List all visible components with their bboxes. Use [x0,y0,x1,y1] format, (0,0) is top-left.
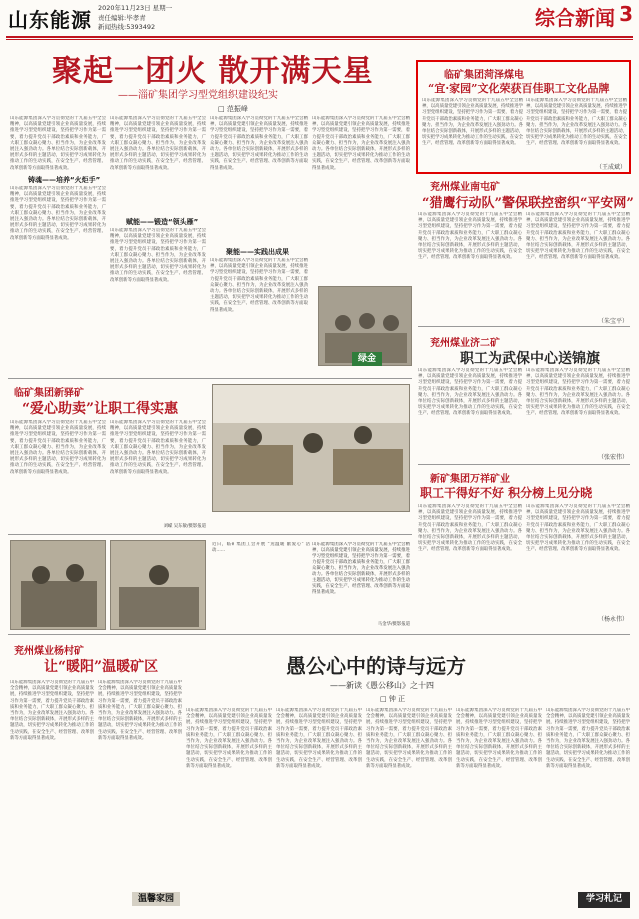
story-c-photo-illustration [213,385,410,512]
story-c-col1: 山东能源集团深入学习贯彻党的十九届五中全会精神，以高质量党建引领企业高质量发展，持续推进学习型党组织建设，坚持把学习作为第一需要，着力提升党员干部政治素质和业务能力，广大职工群众凝心聚力、担当作为，为企业改革发展注入强劲动力。各单位结合实际创新载体，开展形式多样的主题活动，切实把学习成果转化为推动工作的生动实践，在安全生产、经营管理、改革创新等方面取得显著成效。 [10,420,106,475]
masthead-meta [98,4,172,33]
lead-col2-b: 山东能源集团深入学习贯彻党的十九届五中全会精神，以高质量党建引领企业高质量发展，持续推进学习型党组织建设，坚持把学习作为第一需要，着力提升党员干部政治素质和业务能力，广大职工群众凝心聚力、担当作为，为企业改革发展注入强劲动力。各单位结合实际创新载体，开展形式多样的主题活动，切实把学习成果转化为推动工作的生动实践，在安全生产、经营管理、改革创新等方面取得显著成效。 [110,228,206,283]
photo-left [10,540,106,630]
essay-byline: □ 钟 正 [380,695,406,703]
lead-subhead: ——淄矿集团学习型党组织建设纪实 [118,90,278,101]
essay-col2: 山东能源集团深入学习贯彻党的十九届五中全会精神，以高质量党建引领企业高质量发展，持续推进学习型党组织建设，坚持把学习作为第一需要，着力提升党员干部政治素质和业务能力，广大职工群众凝心聚力、担当作为，为企业改革发展注入强劲动力。各单位结合实际创新载体，开展形式多样的主题活动，切实把学习成果转化为推动工作的生动实践，在安全生产、经营管理、改革创新等方面取得显著成效。 [276,708,362,769]
phone-line: 新闻热线:5393492 [98,23,156,31]
section-title: 综合新闻 [535,6,615,30]
story-d-col2: 山东能源集团深入学习贯彻党的十九届五中全会精神，以高质量党建引领企业高质量发展，持续推进学习型党组织建设，坚持把学习作为第一需要，着力提升党员干部政治素质和业务能力，广大职工群众凝心聚力、担当作为，为企业改革发展注入强劲动力。各单位结合实际创新载体，开展形式多样的主题活动，切实把学习成果转化为推动工作的生动实践，在安全生产、经营管理、改革创新等方面取得显著成效。 [526,368,630,417]
story-e-author: （杨永伟） [597,616,628,623]
boxed-headline1: 临矿集团菏泽煤电 [444,70,524,81]
photo-caption: 近日，临矿集团工会开展 “送温暖 献爱心” 活动…… [212,542,310,553]
boxed-col2: 山东能源集团深入学习贯彻党的十九届五中全会精神，以高质量党建引领企业高质量发展，持续推进学习型党组织建设，坚持把学习作为第一需要，着力提升党员干部政治素质和业务能力，广大职工群众凝心聚力、担当作为，为企业改革发展注入强劲动力。各单位结合实际创新载体，开展形式多样的主题活动，切实把学习成果转化为推动工作的生动实践，在安全生产、经营管理、改革创新等方面取得显著成效。 [526,98,627,147]
warm-tag: 温馨家园 [132,892,180,906]
essay-col1: 山东能源集团深入学习贯彻党的十九届五中全会精神，以高质量党建引领企业高质量发展，持续推进学习型党组织建设，坚持把学习作为第一需要，着力提升党员干部政治素质和业务能力，广大职工群众凝心聚力、担当作为，为企业改革发展注入强劲动力。各单位结合实际创新载体，开展形式多样的主题活动，切实把学习成果转化为推动工作的生动实践，在安全生产、经营管理、改革创新等方面取得显著成效。 [186,708,272,769]
page-number: 3 [619,2,633,26]
story-d-col1: 山东能源集团深入学习贯彻党的十九届五中全会精神，以高质量党建引领企业高质量发展，持续推进学习型党组织建设，坚持把学习作为第一需要，着力提升党员干部政治素质和业务能力，广大职工群众凝心聚力、担当作为，为企业改革发展注入强劲动力。各单位结合实际创新载体，开展形式多样的主题活动，切实把学习成果转化为推动工作的生动实践，在安全生产、经营管理、改革创新等方面取得显著成效。 [418,368,522,417]
photo-credit: 马金华/摄影报道 [377,622,410,627]
story-b-rule [418,326,630,327]
story-b-col2: 山东能源集团深入学习贯彻党的十九届五中全会精神，以高质量党建引领企业高质量发展，持续推进学习型党组织建设，坚持把学习作为第一需要，着力提升党员干部政治素质和业务能力，广大职工群众凝心聚力、担当作为，为企业改革发展注入强劲动力。各单位结合实际创新载体，开展形式多样的主题活动，切实把学习成果转化为推动工作的生动实践，在安全生产、经营管理、改革创新等方面取得显著成效。 [526,212,630,261]
story-e-col1: 山东能源集团深入学习贯彻党的十九届五中全会精神，以高质量党建引领企业高质量发展，持续推进学习型党组织建设，坚持把学习作为第一需要，着力提升党员干部政治素质和业务能力，广大职工群众凝心聚力、担当作为，为企业改革发展注入强劲动力。各单位结合实际创新载体，开展形式多样的主题活动，切实把学习成果转化为推动工作的生动实践，在安全生产、经营管理、改革创新等方面取得显著成效。 [418,504,522,553]
highlighted-story [416,60,631,174]
story-f-col2: 山东能源集团深入学习贯彻党的十九届五中全会精神，以高质量党建引领企业高质量发展，持续推进学习型党组织建设，坚持把学习作为第一需要，着力提升党员干部政治素质和业务能力，广大职工群众凝心聚力、担当作为，为企业改革发展注入强劲动力。各单位结合实际创新载体，开展形式多样的主题活动，切实把学习成果转化为推动工作的生动实践，在安全生产、经营管理、改革创新等方面取得显著成效。 [98,680,182,741]
photo-left-illustration [11,541,106,630]
story-d-headline1: 兖州煤业济二矿 [430,338,500,349]
story-e-headline1: 新矿集团万祥矿业 [430,474,510,485]
lead-col1-a: 山东能源集团深入学习贯彻党的十九届五中全会精神，以高质量党建引领企业高质量发展，持续推进学习型党组织建设，坚持把学习作为第一需要，着力提升党员干部政治素质和业务能力，广大职工群众凝心聚力、担当作为，为企业改革发展注入强劲动力。各单位结合实际创新载体，开展形式多样的主题活动，切实把学习成果转化为推动工作的生动实践，在安全生产、经营管理、改革创新等方面取得显著成效。 [10,116,106,171]
lead-sub1: 铸魂——培养“火炬手” [28,176,101,184]
story-c-col2: 山东能源集团深入学习贯彻党的十九届五中全会精神，以高质量党建引领企业高质量发展，持续推进学习型党组织建设，坚持把学习作为第一需要，着力提升党员干部政治素质和业务能力，广大职工群众凝心聚力、担当作为，为企业改革发展注入强劲动力。各单位结合实际创新载体，开展形式多样的主题活动，切实把学习成果转化为推动工作的生动实践，在安全生产、经营管理、改革创新等方面取得显著成效。 [110,420,206,475]
story-c-headline1: 临矿集团新驿矿 [14,388,84,399]
lead-col4: 山东能源集团深入学习贯彻党的十九届五中全会精神，以高质量党建引领企业高质量发展，持续推进学习型党组织建设，坚持把学习作为第一需要，着力提升党员干部政治素质和业务能力，广大职工群众凝心聚力、担当作为，为企业改革发展注入强劲动力。各单位结合实际创新载体，开展形式多样的主题活动，切实把学习成果转化为推动工作的生动实践，在安全生产、经营管理、改革创新等方面取得显著成效。 [312,116,410,171]
story-b-headline1: 兖州煤业南屯矿 [430,182,500,193]
masthead-rule [6,36,633,38]
essay-col5: 山东能源集团深入学习贯彻党的十九届五中全会精神，以高质量党建引领企业高质量发展，持续推进学习型党组织建设，坚持把学习作为第一需要，着力提升党员干部政治素质和业务能力，广大职工群众凝心聚力、担当作为，为企业改革发展注入强劲动力。各单位结合实际创新载体，开展形式多样的主题活动，切实把学习成果转化为推动工作的生动实践，在安全生产、经营管理、改革创新等方面取得显著成效。 [546,708,630,769]
lead-sub3: 聚能——实践出成果 [226,248,289,256]
story-b-headline2: “猎鹰行动队”警保联控密织“平安网” [422,196,634,211]
issue-date: 2020年11月23日 星期一 [98,4,173,12]
masthead-rule-thin [6,39,633,40]
essay-headline: 愚公心中的诗与远方 [286,654,466,678]
boxed-headline2: “宜·家园”文化荣获百佳职工文化品牌 [428,82,610,95]
essay-col3: 山东能源集团深入学习贯彻党的十九届五中全会精神，以高质量党建引领企业高质量发展，持续推进学习型党组织建设，坚持把学习作为第一需要，着力提升党员干部政治素质和业务能力，广大职工群众凝心聚力、担当作为，为企业改革发展注入强劲动力。各单位结合实际创新载体，开展形式多样的主题活动，切实把学习成果转化为推动工作的生动实践，在安全生产、经营管理、改革创新等方面取得显著成效。 [366,708,452,769]
story-e-col2: 山东能源集团深入学习贯彻党的十九届五中全会精神，以高质量党建引领企业高质量发展，持续推进学习型党组织建设，坚持把学习作为第一需要，着力提升党员干部政治素质和业务能力，广大职工群众凝心聚力、担当作为，为企业改革发展注入强劲动力。各单位结合实际创新载体，开展形式多样的主题活动，切实把学习成果转化为推动工作的生动实践，在安全生产、经营管理、改革创新等方面取得显著成效。 [526,504,630,553]
story-b-col1: 山东能源集团深入学习贯彻党的十九届五中全会精神，以高质量党建引领企业高质量发展，持续推进学习型党组织建设，坚持把学习作为第一需要，着力提升党员干部政治素质和业务能力，广大职工群众凝心聚力、担当作为，为企业改革发展注入强劲动力。各单位结合实际创新载体，开展形式多样的主题活动，切实把学习成果转化为推动工作的生动实践，在安全生产、经营管理、改革创新等方面取得显著成效。 [418,212,522,261]
essay-col4: 山东能源集团深入学习贯彻党的十九届五中全会精神，以高质量党建引领企业高质量发展，持续推进学习型党组织建设，坚持把学习作为第一需要，着力提升党员干部政治素质和业务能力，广大职工群众凝心聚力、担当作为，为企业改革发展注入强劲动力。各单位结合实际创新载体，开展形式多样的主题活动，切实把学习成果转化为推动工作的生动实践，在安全生产、经营管理、改革创新等方面取得显著成效。 [456,708,542,769]
story-e-headline2: 职工干得好不好 积分榜上见分晓 [420,486,593,500]
lead-col2-a: 山东能源集团深入学习贯彻党的十九届五中全会精神，以高质量党建引领企业高质量发展，持续推进学习型党组织建设，坚持把学习作为第一需要，着力提升党员干部政治素质和业务能力，广大职工群众凝心聚力、担当作为，为企业改革发展注入强劲动力。各单位结合实际创新载体，开展形式多样的主题活动，切实把学习成果转化为推动工作的生动实践，在安全生产、经营管理、改革创新等方面取得显著成效。 [110,116,206,171]
story-c-photo [212,384,410,512]
photo-middle-illustration [111,541,206,630]
green-tag: 绿金 [352,352,382,366]
story-f-col1: 山东能源集团深入学习贯彻党的十九届五中全会精神，以高质量党建引领企业高质量发展，持续推进学习型党组织建设，坚持把学习作为第一需要，着力提升党员干部政治素质和业务能力，广大职工群众凝心聚力、担当作为，为企业改革发展注入强劲动力。各单位结合实际创新载体，开展形式多样的主题活动，切实把学习成果转化为推动工作的生动实践，在安全生产、经营管理、改革创新等方面取得显著成效。 [10,680,94,741]
story-b-author: （朱宝平） [597,318,628,325]
masthead-logo: 山东能源 [8,8,92,32]
boxed-author: （王成斌） [595,164,626,171]
story-f-headline2: 让“暖阳”温暖矿区 [44,659,159,675]
editor-line: 责任编辑:毕孝青 [98,13,146,22]
lead-bottom-rule [8,378,412,379]
photo-middle [110,540,206,630]
mid-rule [8,634,630,635]
story-f-headline1: 兖州煤业杨村矿 [14,646,84,657]
lead-col1-b: 山东能源集团深入学习贯彻党的十九届五中全会精神，以高质量党建引领企业高质量发展，持续推进学习型党组织建设，坚持把学习作为第一需要，着力提升党员干部政治素质和业务能力，广大职工群众凝心聚力、担当作为，为企业改革发展注入强劲动力。各单位结合实际创新载体，开展形式多样的主题活动，切实把学习成果转化为推动工作的生动实践，在安全生产、经营管理、改革创新等方面取得显著成效。 [10,186,106,241]
lead-byline: □ 范振峰 [218,105,248,113]
story-c-rule [8,534,412,535]
story-c-headline2: “爱心助卖”让职工得实惠 [22,401,179,417]
lead-col3-b: 山东能源集团深入学习贯彻党的十九届五中全会精神，以高质量党建引领企业高质量发展，持续推进学习型党组织建设，坚持把学习作为第一需要，着力提升党员干部政治素质和业务能力，广大职工群众凝心聚力、担当作为，为企业改革发展注入强劲动力。各单位结合实际创新载体，开展形式多样的主题活动，切实把学习成果转化为推动工作的生动实践，在安全生产、经营管理、改革创新等方面取得显著成效。 [210,258,308,313]
boxed-col1: 山东能源集团深入学习贯彻党的十九届五中全会精神，以高质量党建引领企业高质量发展，持续推进学习型党组织建设，坚持把学习作为第一需要，着力提升党员干部政治素质和业务能力，广大职工群众凝心聚力、担当作为，为企业改革发展注入强劲动力。各单位结合实际创新载体，开展形式多样的主题活动，切实把学习成果转化为推动工作的生动实践，在安全生产、经营管理、改革创新等方面取得显著成效。 [422,98,523,147]
story-d-author: （张宏伟） [597,454,628,461]
essay-subhead: ——新读《愚公移山》之十四 [330,681,434,690]
lead-sub2: 赋能——锻造“领头雁” [126,218,199,226]
story-c-credit: 刘嵘 吴东敏/摄影报道 [163,524,206,529]
study-tag: 学习札记 [578,892,630,908]
lead-col3-a: 山东能源集团深入学习贯彻党的十九届五中全会精神，以高质量党建引领企业高质量发展，持续推进学习型党组织建设，坚持把学习作为第一需要，着力提升党员干部政治素质和业务能力，广大职工群众凝心聚力、担当作为，为企业改革发展注入强劲动力。各单位结合实际创新载体，开展形式多样的主题活动，切实把学习成果转化为推动工作的生动实践，在安全生产、经营管理、改革创新等方面取得显著成效。 [210,116,308,171]
story-d-rule [418,464,630,465]
photo-caption-cont: 山东能源集团深入学习贯彻党的十九届五中全会精神，以高质量党建引领企业高质量发展，持续推进学习型党组织建设，坚持把学习作为第一需要，着力提升党员干部政治素质和业务能力，广大职工群众凝心聚力、担当作为，为企业改革发展注入强劲动力。各单位结合实际创新载体，开展形式多样的主题活动，切实把学习成果转化为推动工作的生动实践，在安全生产、经营管理、改革创新等方面取得显著成效。 [312,542,410,595]
story-d-headline2: 职工为武保中心送锦旗 [460,351,600,367]
lead-headline: 聚起一团火 散开满天星 [52,54,374,89]
